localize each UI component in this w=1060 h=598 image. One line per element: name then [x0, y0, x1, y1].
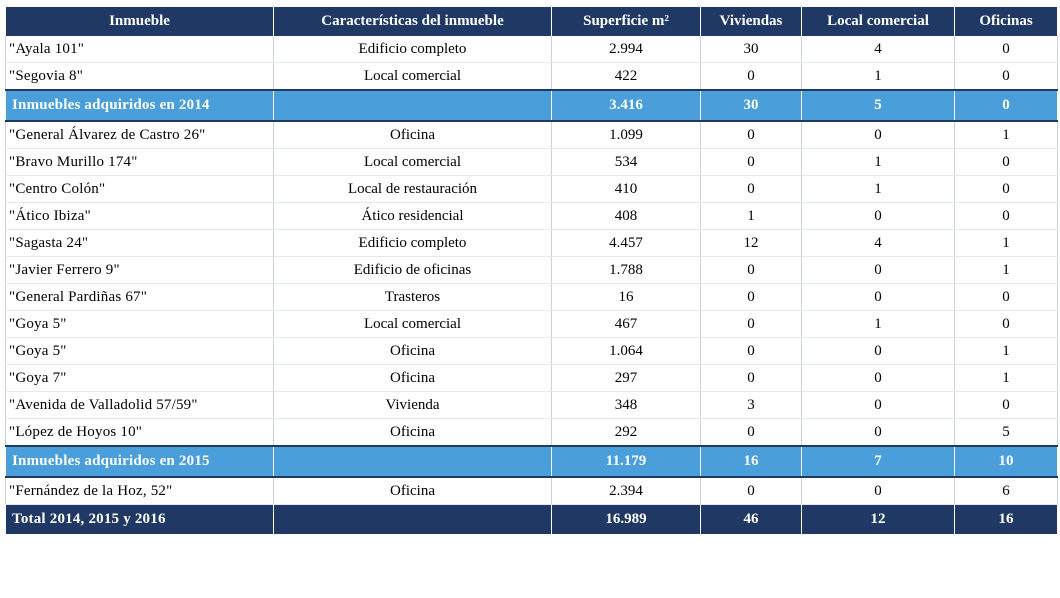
- header-caracteristicas: Características del inmueble: [274, 7, 552, 36]
- oficinas-cell: 0: [955, 392, 1058, 419]
- viviendas-cell: 0: [701, 284, 802, 311]
- local-comercial-cell: 1: [802, 176, 955, 203]
- viviendas-cell: 0: [701, 121, 802, 149]
- inmueble-cell: "Segovia 8": [6, 63, 274, 91]
- caracteristicas-cell: [274, 90, 552, 121]
- oficinas-cell: 16: [955, 505, 1058, 535]
- viviendas-cell: 12: [701, 230, 802, 257]
- table-row: [6, 257, 1058, 284]
- table-body: [6, 36, 1058, 535]
- viviendas-cell: 1: [701, 203, 802, 230]
- local-comercial-cell: 12: [802, 505, 955, 535]
- header-row: [6, 7, 1058, 36]
- oficinas-cell: 1: [955, 121, 1058, 149]
- superficie-cell: 11.179: [552, 446, 701, 477]
- viviendas-cell: 46: [701, 505, 802, 535]
- caracteristicas-cell: Oficina: [274, 365, 552, 392]
- table-row: [6, 230, 1058, 257]
- oficinas-cell: 0: [955, 176, 1058, 203]
- caracteristicas-cell: Local comercial: [274, 63, 552, 91]
- superficie-cell: 16: [552, 284, 701, 311]
- oficinas-cell: 6: [955, 477, 1058, 505]
- table-row: [6, 311, 1058, 338]
- table-row: [6, 63, 1058, 91]
- viviendas-cell: 0: [701, 365, 802, 392]
- caracteristicas-cell: Local comercial: [274, 149, 552, 176]
- viviendas-cell: 16: [701, 446, 802, 477]
- caracteristicas-cell: Edificio completo: [274, 230, 552, 257]
- local-comercial-cell: 0: [802, 203, 955, 230]
- oficinas-cell: 0: [955, 203, 1058, 230]
- caracteristicas-cell: Edificio completo: [274, 36, 552, 63]
- oficinas-cell: 10: [955, 446, 1058, 477]
- inmueble-cell: Inmuebles adquiridos en 2015: [6, 446, 274, 477]
- local-comercial-cell: 0: [802, 257, 955, 284]
- inmueble-cell: "Goya 7": [6, 365, 274, 392]
- inmueble-cell: "López de Hoyos 10": [6, 419, 274, 447]
- header-superficie: Superficie m²: [552, 7, 701, 36]
- superficie-cell: 467: [552, 311, 701, 338]
- superficie-cell: 297: [552, 365, 701, 392]
- table-row: [6, 176, 1058, 203]
- viviendas-cell: 0: [701, 477, 802, 505]
- inmueble-cell: "Sagasta 24": [6, 230, 274, 257]
- inmueble-cell: "General Pardiñas 67": [6, 284, 274, 311]
- local-comercial-cell: 0: [802, 284, 955, 311]
- viviendas-cell: 0: [701, 311, 802, 338]
- table-row: [6, 477, 1058, 505]
- viviendas-cell: 30: [701, 90, 802, 121]
- caracteristicas-cell: [274, 505, 552, 535]
- local-comercial-cell: 0: [802, 365, 955, 392]
- table-row: [6, 121, 1058, 149]
- oficinas-cell: 0: [955, 149, 1058, 176]
- viviendas-cell: 0: [701, 257, 802, 284]
- table-row: [6, 149, 1058, 176]
- header-local-comercial: Local comercial: [802, 7, 955, 36]
- caracteristicas-cell: [274, 446, 552, 477]
- superficie-cell: 422: [552, 63, 701, 91]
- caracteristicas-cell: Oficina: [274, 338, 552, 365]
- local-comercial-cell: 0: [802, 477, 955, 505]
- table-row: [6, 338, 1058, 365]
- superficie-cell: 1.064: [552, 338, 701, 365]
- total-row: [6, 505, 1058, 535]
- viviendas-cell: 0: [701, 176, 802, 203]
- superficie-cell: 2.994: [552, 36, 701, 63]
- table-row: [6, 284, 1058, 311]
- oficinas-cell: 0: [955, 63, 1058, 91]
- inmueble-cell: "Ayala 101": [6, 36, 274, 63]
- oficinas-cell: 0: [955, 311, 1058, 338]
- header-viviendas: Viviendas: [701, 7, 802, 36]
- local-comercial-cell: 7: [802, 446, 955, 477]
- superficie-cell: 1.788: [552, 257, 701, 284]
- caracteristicas-cell: Local comercial: [274, 311, 552, 338]
- inmueble-cell: "Bravo Murillo 174": [6, 149, 274, 176]
- caracteristicas-cell: Oficina: [274, 419, 552, 447]
- local-comercial-cell: 5: [802, 90, 955, 121]
- table-row: [6, 419, 1058, 447]
- table-row: [6, 203, 1058, 230]
- caracteristicas-cell: Oficina: [274, 121, 552, 149]
- inmueble-cell: "Goya 5": [6, 338, 274, 365]
- inmueble-cell: "General Álvarez de Castro 26": [6, 121, 274, 149]
- local-comercial-cell: 4: [802, 36, 955, 63]
- inmueble-cell: "Centro Colón": [6, 176, 274, 203]
- caracteristicas-cell: Trasteros: [274, 284, 552, 311]
- local-comercial-cell: 0: [802, 419, 955, 447]
- oficinas-cell: 1: [955, 257, 1058, 284]
- local-comercial-cell: 0: [802, 121, 955, 149]
- subtotal-row: [6, 446, 1058, 477]
- caracteristicas-cell: Edificio de oficinas: [274, 257, 552, 284]
- superficie-cell: 1.099: [552, 121, 701, 149]
- superficie-cell: 292: [552, 419, 701, 447]
- properties-table: [5, 7, 1058, 535]
- superficie-cell: 534: [552, 149, 701, 176]
- oficinas-cell: 0: [955, 284, 1058, 311]
- superficie-cell: 410: [552, 176, 701, 203]
- inmueble-cell: "Fernández de la Hoz, 52": [6, 477, 274, 505]
- oficinas-cell: 0: [955, 36, 1058, 63]
- caracteristicas-cell: Ático residencial: [274, 203, 552, 230]
- caracteristicas-cell: Oficina: [274, 477, 552, 505]
- inmueble-cell: "Goya 5": [6, 311, 274, 338]
- inmueble-cell: Inmuebles adquiridos en 2014: [6, 90, 274, 121]
- table-row: [6, 392, 1058, 419]
- local-comercial-cell: 0: [802, 392, 955, 419]
- caracteristicas-cell: Vivienda: [274, 392, 552, 419]
- local-comercial-cell: 1: [802, 63, 955, 91]
- viviendas-cell: 3: [701, 392, 802, 419]
- superficie-cell: 4.457: [552, 230, 701, 257]
- superficie-cell: 408: [552, 203, 701, 230]
- subtotal-row: [6, 90, 1058, 121]
- viviendas-cell: 0: [701, 149, 802, 176]
- local-comercial-cell: 4: [802, 230, 955, 257]
- oficinas-cell: 0: [955, 90, 1058, 121]
- superficie-cell: 2.394: [552, 477, 701, 505]
- header-inmueble: Inmueble: [6, 7, 274, 36]
- viviendas-cell: 0: [701, 338, 802, 365]
- inmueble-cell: "Avenida de Valladolid 57/59": [6, 392, 274, 419]
- superficie-cell: 3.416: [552, 90, 701, 121]
- oficinas-cell: 1: [955, 230, 1058, 257]
- viviendas-cell: 0: [701, 63, 802, 91]
- table-row: [6, 36, 1058, 63]
- inmueble-cell: Total 2014, 2015 y 2016: [6, 505, 274, 535]
- viviendas-cell: 30: [701, 36, 802, 63]
- table-row: [6, 365, 1058, 392]
- local-comercial-cell: 0: [802, 338, 955, 365]
- oficinas-cell: 1: [955, 365, 1058, 392]
- oficinas-cell: 5: [955, 419, 1058, 447]
- superficie-cell: 348: [552, 392, 701, 419]
- viviendas-cell: 0: [701, 419, 802, 447]
- inmueble-cell: "Javier Ferrero 9": [6, 257, 274, 284]
- superficie-cell: 16.989: [552, 505, 701, 535]
- local-comercial-cell: 1: [802, 149, 955, 176]
- local-comercial-cell: 1: [802, 311, 955, 338]
- caracteristicas-cell: Local de restauración: [274, 176, 552, 203]
- header-oficinas: Oficinas: [955, 7, 1058, 36]
- oficinas-cell: 1: [955, 338, 1058, 365]
- inmueble-cell: "Ático Ibiza": [6, 203, 274, 230]
